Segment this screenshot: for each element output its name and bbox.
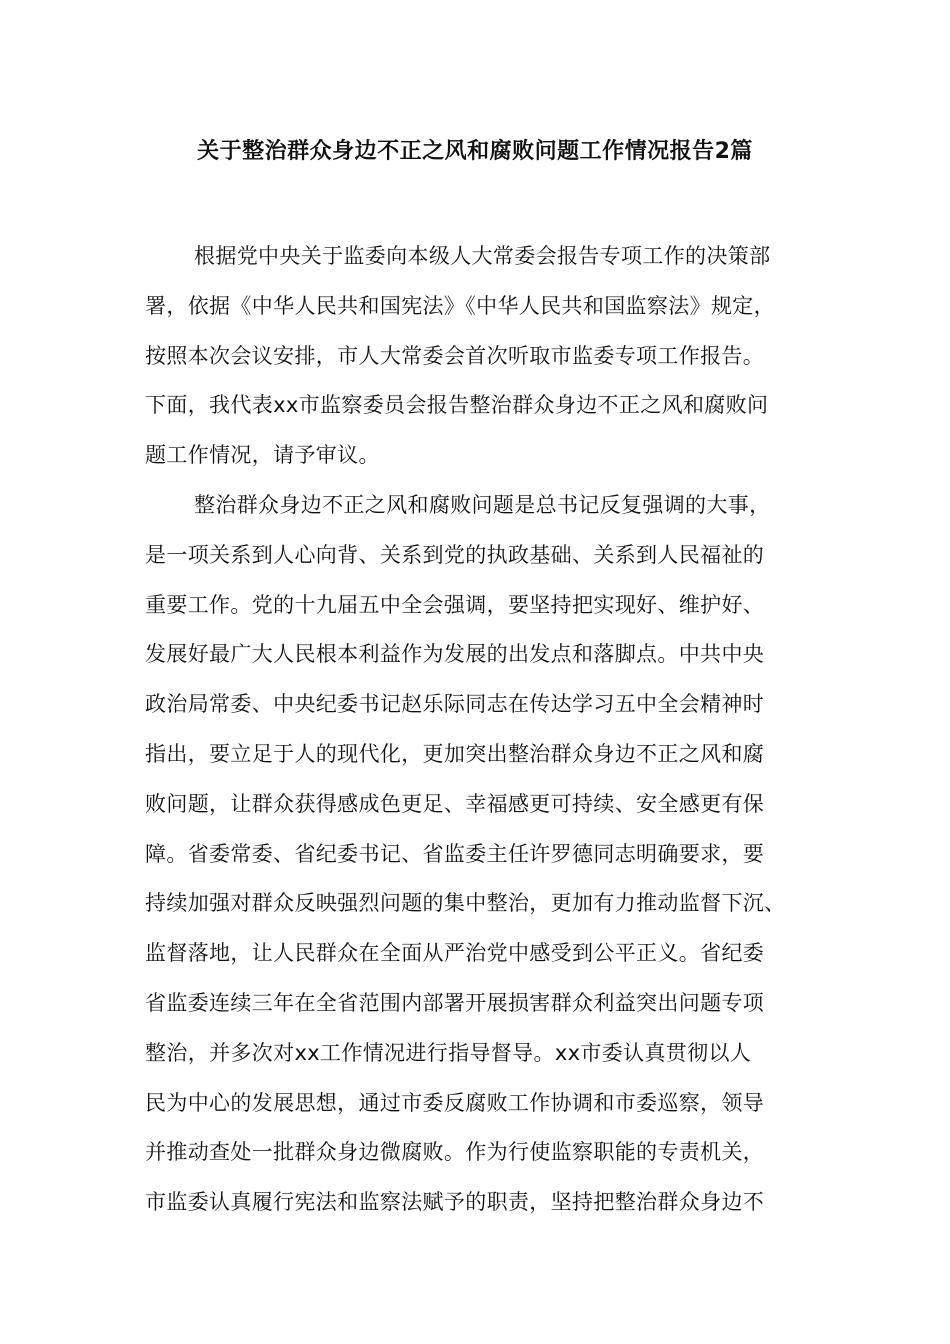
paragraph-line: 指出，要立足于人的现代化，更加突出整治群众身边不正之风和腐 [145, 741, 765, 766]
paragraph-line: 障。省委常委、省纪委书记、省监委主任许罗德同志明确要求，要 [145, 841, 765, 866]
paragraph-line: 整治群众身边不正之风和腐败问题是总书记反复强调的大事， [194, 492, 771, 517]
paragraph-line: 重要工作。党的十九届五中全会强调，要坚持把实现好、维护好、 [145, 592, 765, 617]
paragraph-line: 根据党中央关于监委向本级人大常委会报告专项工作的决策部 [194, 244, 771, 268]
paragraph-line: 题工作情况，请予审议。 [145, 443, 380, 468]
paragraph-line: 省监委连续三年在全省范围内部署开展损害群众利益突出问题专项 [145, 990, 765, 1015]
document-title: 关于整治群众身边不正之风和腐败问题工作情况报告2篇 [197, 139, 753, 164]
paragraph-line: 整治，并多次对xx工作情况进行指导督导。xx市委认真贯彻以人 [145, 1040, 752, 1065]
paragraph-2 [145, 481, 807, 1228]
paragraph-line: 按照本次会议安排，市人大常委会首次听取市监委专项工作报告。 [145, 343, 765, 368]
paragraph-line: 政治局常委、中央纪委书记赵乐际同志在传达学习五中全会精神时 [145, 692, 765, 717]
paragraph-1 [145, 232, 807, 481]
paragraph-line: 持续加强对群众反映强烈问题的集中整治，更加有力推动监督下沉、 [145, 891, 786, 916]
paragraph-line: 下面，我代表xx市监察委员会报告整治群众身边不正之风和腐败问 [145, 393, 769, 418]
paragraph-line: 市监委认真履行宪法和监察法赋予的职责，坚持把整治群众身边不 [145, 1190, 765, 1215]
paragraph-line: 并推动查处一批群众身边微腐败。作为行使监察职能的专责机关， [145, 1140, 765, 1165]
paragraph-line: 败问题，让群众获得感成色更足、幸福感更可持续、安全感更有保 [145, 791, 765, 816]
paragraph-line: 是一项关系到人心向背、关系到党的执政基础、关系到人民福祉的 [145, 542, 765, 567]
paragraph-line: 发展好最广大人民根本利益作为发展的出发点和落脚点。中共中央 [145, 642, 765, 667]
paragraph-line: 署，依据《中华人民共和国宪法》《中华人民共和国监察法》规定， [145, 293, 775, 318]
paragraph-line: 监督落地，让人民群众在全面从严治党中感受到公平正义。省纪委 [145, 941, 765, 966]
document-body [145, 232, 807, 1228]
paragraph-line: 民为中心的发展思想，通过市委反腐败工作协调和市委巡察，领导 [145, 1090, 765, 1115]
